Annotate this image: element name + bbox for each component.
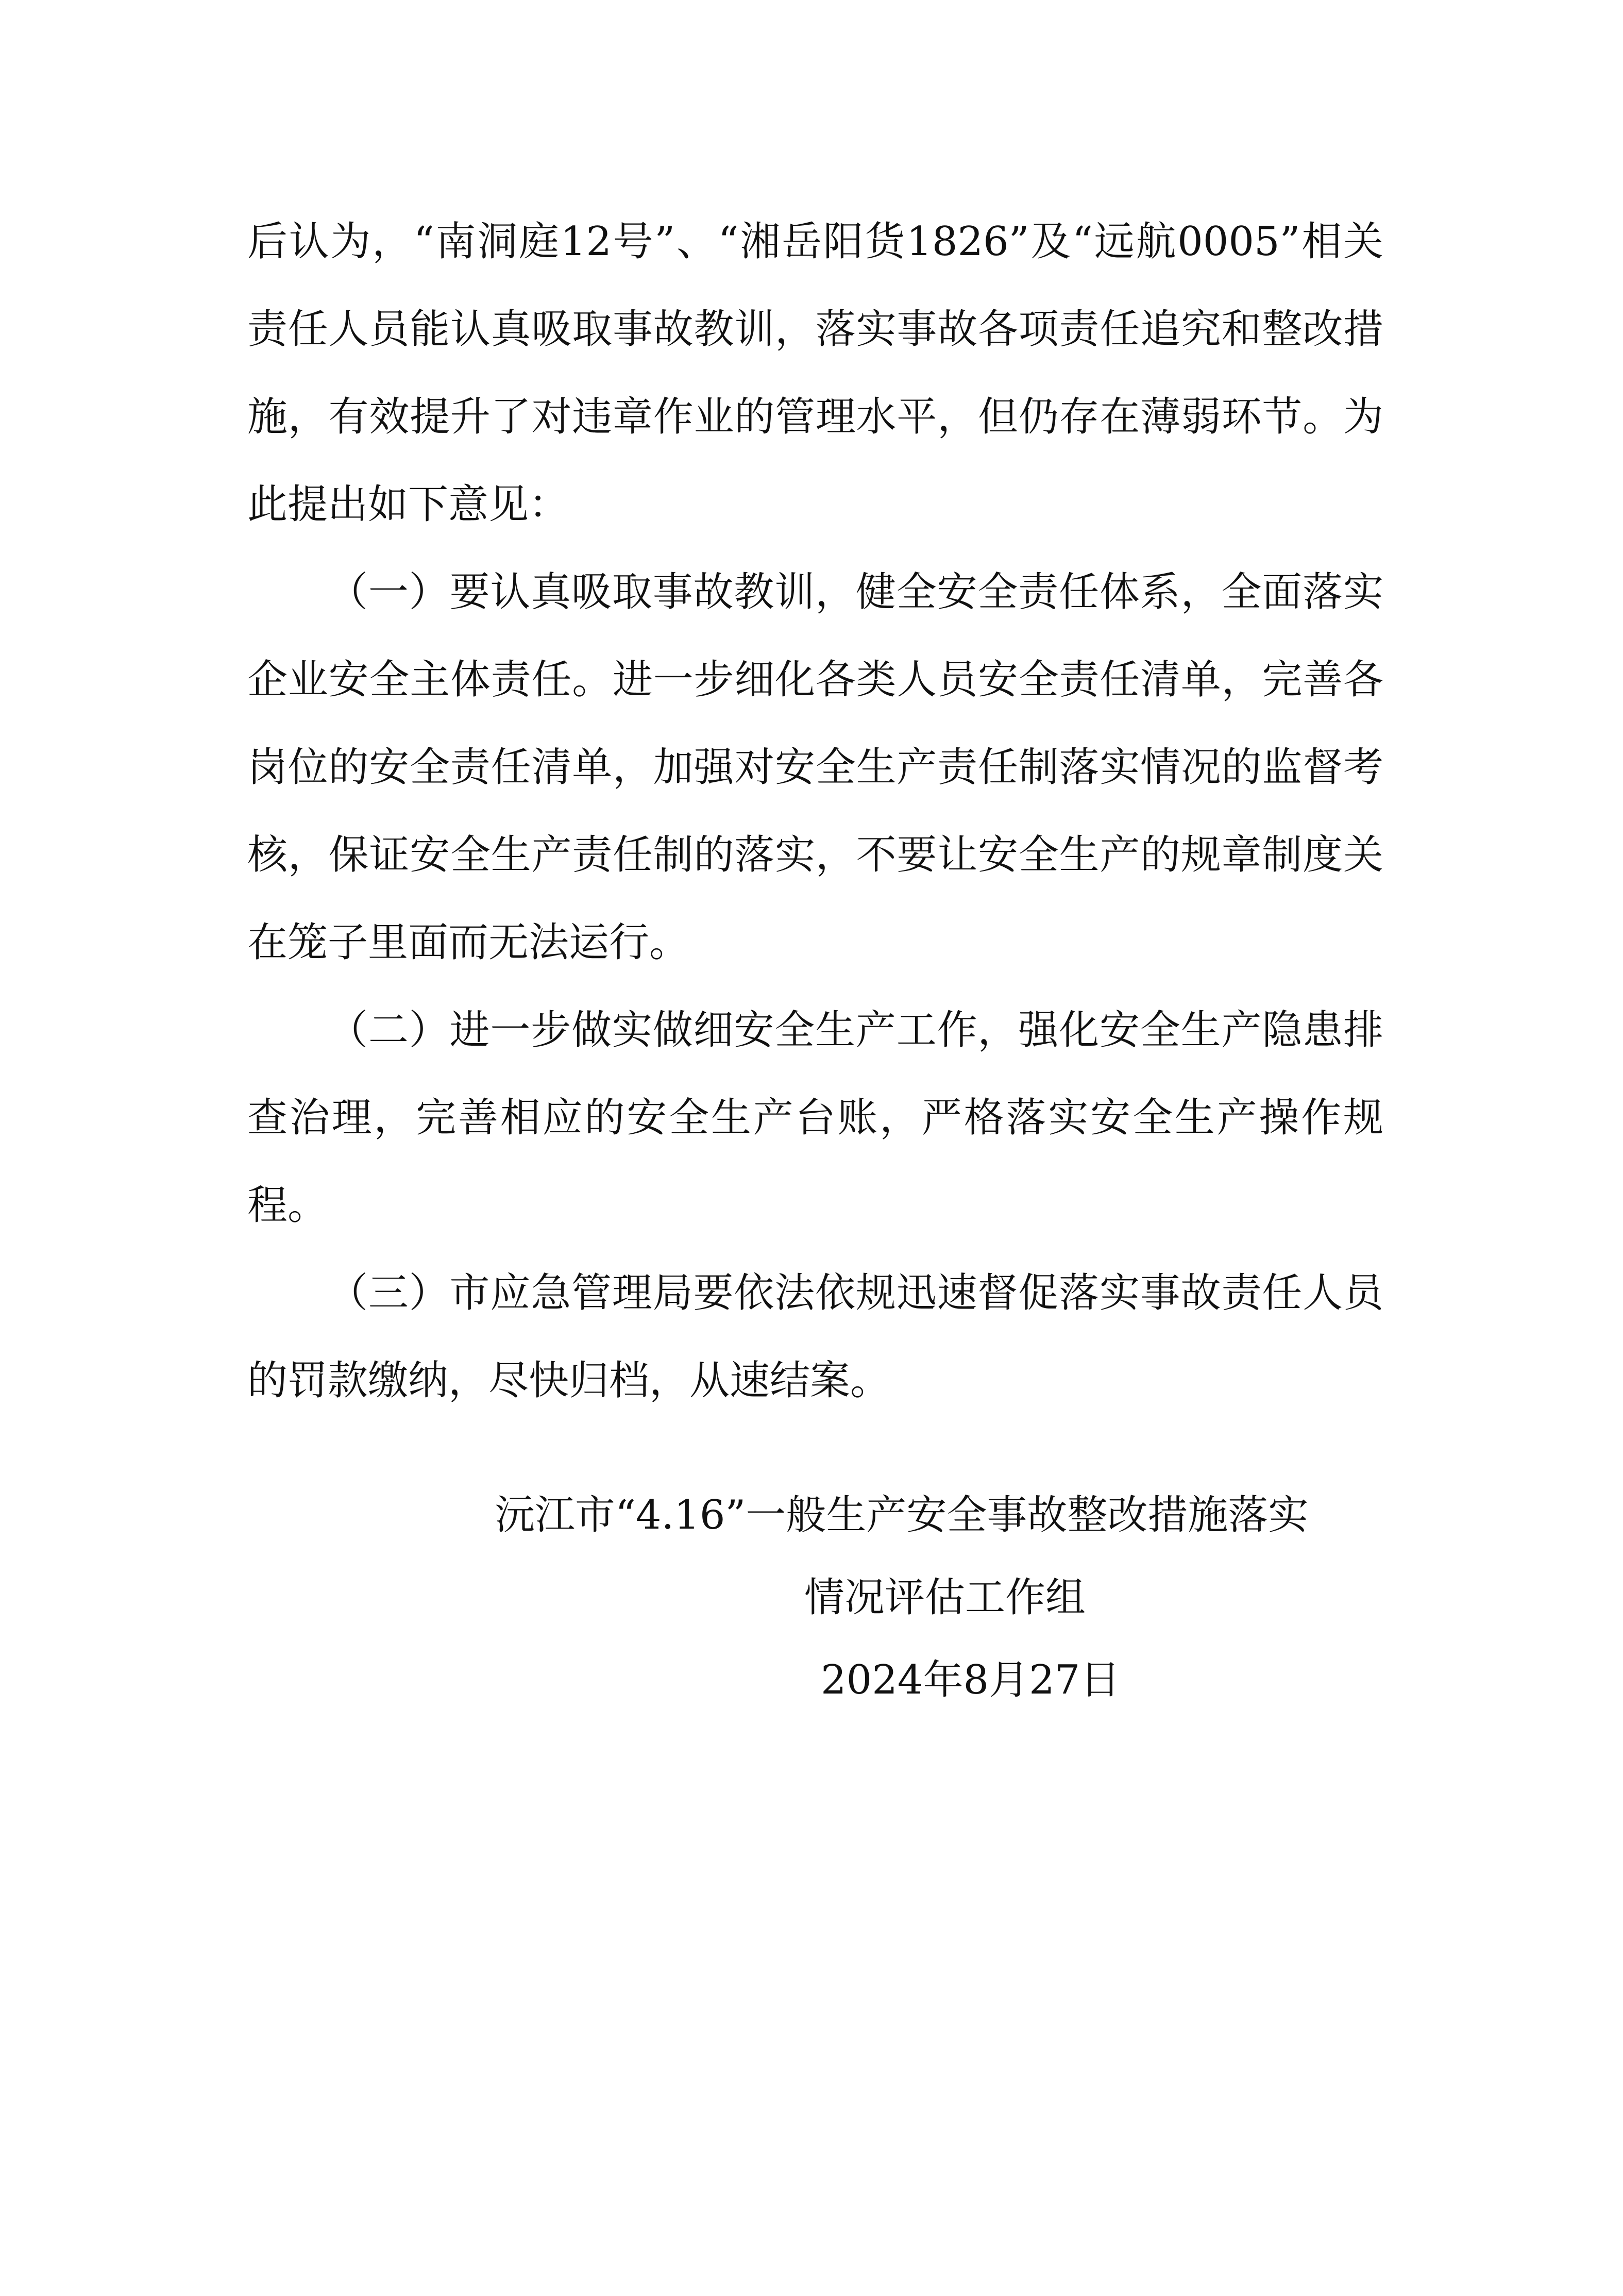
paragraph-intro: 后认为，“南洞庭12号”、“湘岳阳货1826”及“远航0005”相关责任人员能认真吸取事故教训，落实事故各项责任追究和整改措施，有效提升了对违章作业的管理水平，但仍存在薄弱环节。为此提出如下意见：: [247, 219, 1383, 528]
paragraph-opinion-3: （三）市应急管理局要依法依规迅速督促落实事故责任人员的罚款缴纳，尽快归档，从速结案。: [247, 1270, 1383, 1404]
paragraph-opinion-1: （一）要认真吸取事故教训，健全安全责任体系，全面落实企业安全主体责任。进一步细化各类人员安全责任清单，完善各岗位的安全责任清单，加强对安全生产责任制落实情况的监督考核，保证安全生产责任制的落实，不要让安全生产的规章制度关在笼子里面而无法运行。: [247, 569, 1383, 966]
signature-block: [495, 1474, 1383, 1721]
signature-date: 2024年8月27日: [821, 1657, 1121, 1703]
paragraph-opinion-2: （二）进一步做实做细安全生产工作，强化安全生产隐患排查治理，完善相应的安全生产台账，严格落实安全生产操作规程。: [247, 1007, 1383, 1229]
document-body: [247, 198, 1383, 1424]
signature-org-line2: 情况评估工作组: [804, 1574, 1086, 1621]
signature-org-line1: 沅江市“4.16”一般生产安全事故整改措施落实: [495, 1492, 1309, 1538]
